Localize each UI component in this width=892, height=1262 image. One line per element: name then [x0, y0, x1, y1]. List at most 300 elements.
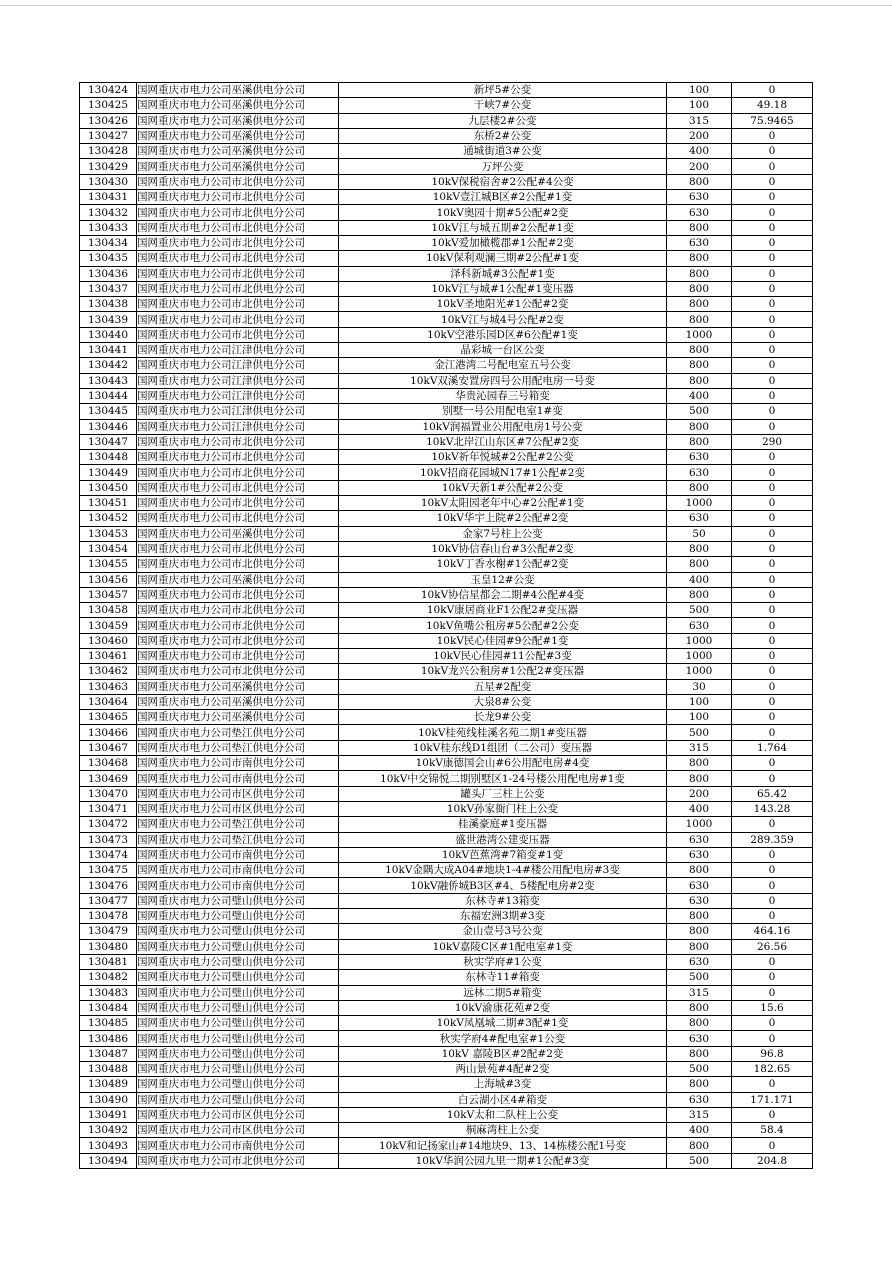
capacity-cell: 400	[667, 388, 732, 403]
row-id-cell: 130447	[80, 434, 137, 449]
station-name-cell: 10kV康居商业F1公配2#变压器	[339, 603, 667, 618]
value-cell: 0	[732, 144, 813, 159]
table-row	[80, 970, 813, 985]
capacity-cell: 800	[667, 419, 732, 434]
table-row	[80, 1016, 813, 1031]
table-row	[80, 1077, 813, 1092]
value-cell: 0	[732, 1031, 813, 1046]
station-name-cell: 10kV祈年悦城#2公配#2公变	[339, 450, 667, 465]
company-cell: 国网重庆市电力公司璧山供电分公司	[137, 985, 339, 1000]
company-cell: 国网重庆市电力公司市区供电分公司	[137, 1123, 339, 1138]
station-name-cell: 10kV孙家衙门柱上公变	[339, 801, 667, 816]
company-cell: 国网重庆市电力公司市北供电分公司	[137, 312, 339, 327]
row-id-cell: 130483	[80, 985, 137, 1000]
station-name-cell: 白云湖小区4#箱变	[339, 1092, 667, 1107]
station-name-cell: 10kV渝康花苑#2变	[339, 1000, 667, 1015]
company-cell: 国网重庆市电力公司巫溪供电分公司	[137, 83, 339, 98]
row-id-cell: 130476	[80, 878, 137, 893]
row-id-cell: 130466	[80, 725, 137, 740]
capacity-cell: 100	[667, 98, 732, 113]
company-cell: 国网重庆市电力公司市北供电分公司	[137, 465, 339, 480]
capacity-cell: 800	[667, 1000, 732, 1015]
row-id-cell: 130456	[80, 572, 137, 587]
capacity-cell: 800	[667, 220, 732, 235]
row-id-cell: 130444	[80, 388, 137, 403]
station-name-cell: 东林寺11#箱变	[339, 970, 667, 985]
table-row	[80, 1107, 813, 1122]
row-id-cell: 130438	[80, 297, 137, 312]
row-id-cell: 130472	[80, 817, 137, 832]
table-row	[80, 159, 813, 174]
value-cell: 0	[732, 220, 813, 235]
station-name-cell: 10kV协信春山台#3公配#2变	[339, 541, 667, 556]
row-id-cell: 130471	[80, 801, 137, 816]
table-row	[80, 373, 813, 388]
table-row	[80, 220, 813, 235]
table-row	[80, 954, 813, 969]
value-cell: 0	[732, 511, 813, 526]
capacity-cell: 400	[667, 801, 732, 816]
value-cell: 0	[732, 266, 813, 281]
station-name-cell: 10kV爱加橄榄郡#1公配#2变	[339, 235, 667, 250]
capacity-cell: 800	[667, 297, 732, 312]
company-cell: 国网重庆市电力公司巫溪供电分公司	[137, 572, 339, 587]
company-cell: 国网重庆市电力公司市北供电分公司	[137, 541, 339, 556]
table-row	[80, 98, 813, 113]
row-id-cell: 130430	[80, 174, 137, 189]
value-cell: 0	[732, 909, 813, 924]
row-id-cell: 130470	[80, 786, 137, 801]
station-name-cell: 10kV嘉陵C区#1配电室#1变	[339, 939, 667, 954]
table-row	[80, 388, 813, 403]
station-name-cell: 10kV江与城五期#2公配#1变	[339, 220, 667, 235]
capacity-cell: 630	[667, 235, 732, 250]
company-cell: 国网重庆市电力公司市北供电分公司	[137, 281, 339, 296]
value-cell: 26.56	[732, 939, 813, 954]
station-name-cell: 10kV凤凰城二期#3配#1变	[339, 1016, 667, 1031]
company-cell: 国网重庆市电力公司市北供电分公司	[137, 266, 339, 281]
station-name-cell: 别墅一号公用配电室1#变	[339, 404, 667, 419]
value-cell: 0	[732, 863, 813, 878]
row-id-cell: 130455	[80, 557, 137, 572]
station-name-cell: 东桥2#公变	[339, 128, 667, 143]
value-cell: 0	[732, 878, 813, 893]
company-cell: 国网重庆市电力公司璧山供电分公司	[137, 954, 339, 969]
table-row	[80, 450, 813, 465]
capacity-cell: 630	[667, 190, 732, 205]
company-cell: 国网重庆市电力公司市北供电分公司	[137, 205, 339, 220]
value-cell: 0	[732, 587, 813, 602]
company-cell: 国网重庆市电力公司巫溪供电分公司	[137, 679, 339, 694]
station-name-cell: 10kV太和二队柱上公变	[339, 1107, 667, 1122]
company-cell: 国网重庆市电力公司江津供电分公司	[137, 388, 339, 403]
company-cell: 国网重庆市电力公司市南供电分公司	[137, 756, 339, 771]
table-row	[80, 266, 813, 281]
capacity-cell: 630	[667, 450, 732, 465]
table-row	[80, 281, 813, 296]
company-cell: 国网重庆市电力公司巫溪供电分公司	[137, 159, 339, 174]
station-name-cell: 10kV 嘉陵B区#2配#2变	[339, 1046, 667, 1061]
station-name-cell: 干峡7#公变	[339, 98, 667, 113]
row-id-cell: 130448	[80, 450, 137, 465]
value-cell: 0	[732, 557, 813, 572]
capacity-cell: 1000	[667, 648, 732, 663]
row-id-cell: 130462	[80, 664, 137, 679]
capacity-cell: 630	[667, 832, 732, 847]
station-name-cell: 10kV鱼嘴公租房#5公配#2公变	[339, 618, 667, 633]
row-id-cell: 130477	[80, 893, 137, 908]
capacity-cell: 100	[667, 694, 732, 709]
table-row	[80, 832, 813, 847]
row-id-cell: 130433	[80, 220, 137, 235]
row-id-cell: 130474	[80, 847, 137, 862]
value-cell: 0	[732, 756, 813, 771]
company-cell: 国网重庆市电力公司市北供电分公司	[137, 618, 339, 633]
capacity-cell: 800	[667, 266, 732, 281]
value-cell: 0	[732, 648, 813, 663]
row-id-cell: 130442	[80, 358, 137, 373]
row-id-cell: 130473	[80, 832, 137, 847]
capacity-cell: 800	[667, 480, 732, 495]
station-name-cell: 10kV民心佳园#11公配#3变	[339, 648, 667, 663]
table-row	[80, 939, 813, 954]
value-cell: 58.4	[732, 1123, 813, 1138]
company-cell: 国网重庆市电力公司市北供电分公司	[137, 480, 339, 495]
station-name-cell: 金家7号柱上公变	[339, 526, 667, 541]
value-cell: 96.8	[732, 1046, 813, 1061]
company-cell: 国网重庆市电力公司市北供电分公司	[137, 1153, 339, 1168]
company-cell: 国网重庆市电力公司市北供电分公司	[137, 648, 339, 663]
table-row	[80, 343, 813, 358]
table-row	[80, 710, 813, 725]
table-row	[80, 312, 813, 327]
capacity-cell: 800	[667, 358, 732, 373]
value-cell: 0	[732, 710, 813, 725]
row-id-cell: 130469	[80, 771, 137, 786]
row-id-cell: 130488	[80, 1062, 137, 1077]
table-row	[80, 771, 813, 786]
company-cell: 国网重庆市电力公司璧山供电分公司	[137, 1092, 339, 1107]
table-row	[80, 526, 813, 541]
capacity-cell: 200	[667, 159, 732, 174]
row-id-cell: 130478	[80, 909, 137, 924]
table-row	[80, 511, 813, 526]
row-id-cell: 130437	[80, 281, 137, 296]
station-name-cell: 10kV芭蕉湾#7箱变#1变	[339, 847, 667, 862]
station-name-cell: 10kV金隅大成A04#地块1-4#楼公用配电房#3变	[339, 863, 667, 878]
row-id-cell: 130454	[80, 541, 137, 556]
value-cell: 0	[732, 1077, 813, 1092]
station-name-cell: 10kV融侨城B3区#4、5楼配电房#2变	[339, 878, 667, 893]
row-id-cell: 130464	[80, 694, 137, 709]
value-cell: 0	[732, 817, 813, 832]
value-cell: 0	[732, 679, 813, 694]
table-row	[80, 144, 813, 159]
row-id-cell: 130446	[80, 419, 137, 434]
company-cell: 国网重庆市电力公司江津供电分公司	[137, 404, 339, 419]
row-id-cell: 130450	[80, 480, 137, 495]
row-id-cell: 130429	[80, 159, 137, 174]
station-name-cell: 10kV和记扬家山#14地块9、13、14栋楼公配1号变	[339, 1138, 667, 1153]
station-name-cell: 10kV双溪安置房四号公用配电房一号变	[339, 373, 667, 388]
capacity-cell: 800	[667, 373, 732, 388]
company-cell: 国网重庆市电力公司市北供电分公司	[137, 327, 339, 342]
row-id-cell: 130458	[80, 603, 137, 618]
value-cell: 0	[732, 312, 813, 327]
table-row	[80, 205, 813, 220]
station-name-cell: 10kV中交锦悦二期别墅区1-24号楼公用配电房#1变	[339, 771, 667, 786]
value-cell: 1.764	[732, 740, 813, 755]
page-top-rule	[0, 5, 892, 6]
value-cell: 0	[732, 327, 813, 342]
value-cell: 0	[732, 847, 813, 862]
capacity-cell: 800	[667, 863, 732, 878]
capacity-cell: 800	[667, 281, 732, 296]
value-cell: 182.65	[732, 1062, 813, 1077]
value-cell: 75.9465	[732, 113, 813, 128]
company-cell: 国网重庆市电力公司璧山供电分公司	[137, 970, 339, 985]
station-name-cell: 大泉8#公变	[339, 694, 667, 709]
station-name-cell: 通城街道3#公变	[339, 144, 667, 159]
table-row	[80, 128, 813, 143]
row-id-cell: 130475	[80, 863, 137, 878]
company-cell: 国网重庆市电力公司璧山供电分公司	[137, 939, 339, 954]
value-cell: 464.16	[732, 924, 813, 939]
table-row	[80, 572, 813, 587]
company-cell: 国网重庆市电力公司市北供电分公司	[137, 557, 339, 572]
row-id-cell: 130443	[80, 373, 137, 388]
company-cell: 国网重庆市电力公司市北供电分公司	[137, 174, 339, 189]
station-name-cell: 金山壹号3号公变	[339, 924, 667, 939]
table-row	[80, 801, 813, 816]
row-id-cell: 130434	[80, 235, 137, 250]
company-cell: 国网重庆市电力公司璧山供电分公司	[137, 1000, 339, 1015]
table-row	[80, 633, 813, 648]
company-cell: 国网重庆市电力公司垫江供电分公司	[137, 725, 339, 740]
row-id-cell: 130440	[80, 327, 137, 342]
row-id-cell: 130439	[80, 312, 137, 327]
capacity-cell: 30	[667, 679, 732, 694]
table-row	[80, 725, 813, 740]
value-cell: 65.42	[732, 786, 813, 801]
value-cell: 0	[732, 572, 813, 587]
table-row	[80, 557, 813, 572]
capacity-cell: 630	[667, 1031, 732, 1046]
station-name-cell: 泽科新城#3公配#1变	[339, 266, 667, 281]
value-cell: 0	[732, 373, 813, 388]
company-cell: 国网重庆市电力公司江津供电分公司	[137, 373, 339, 388]
row-id-cell: 130493	[80, 1138, 137, 1153]
company-cell: 国网重庆市电力公司江津供电分公司	[137, 358, 339, 373]
value-cell: 0	[732, 1016, 813, 1031]
company-cell: 国网重庆市电力公司璧山供电分公司	[137, 893, 339, 908]
capacity-cell: 200	[667, 128, 732, 143]
station-name-cell: 罐头厂三柱上公变	[339, 786, 667, 801]
row-id-cell: 130445	[80, 404, 137, 419]
row-id-cell: 130491	[80, 1107, 137, 1122]
table-row	[80, 297, 813, 312]
value-cell: 0	[732, 297, 813, 312]
table-row	[80, 174, 813, 189]
table-row	[80, 327, 813, 342]
capacity-cell: 800	[667, 771, 732, 786]
value-cell: 289.359	[732, 832, 813, 847]
value-cell: 0	[732, 1107, 813, 1122]
station-name-cell: 10kV江与城4号公配#2变	[339, 312, 667, 327]
value-cell: 0	[732, 954, 813, 969]
capacity-cell: 400	[667, 1123, 732, 1138]
value-cell: 0	[732, 496, 813, 511]
table-row	[80, 847, 813, 862]
table-row	[80, 924, 813, 939]
station-name-cell: 10kV太阳园老年中心#2公配#1变	[339, 496, 667, 511]
capacity-cell: 500	[667, 970, 732, 985]
company-cell: 国网重庆市电力公司市北供电分公司	[137, 587, 339, 602]
capacity-cell: 100	[667, 83, 732, 98]
row-id-cell: 130453	[80, 526, 137, 541]
station-name-cell: 两山景苑#4配#2变	[339, 1062, 667, 1077]
row-id-cell: 130482	[80, 970, 137, 985]
table-row	[80, 694, 813, 709]
capacity-cell: 630	[667, 1092, 732, 1107]
value-cell: 0	[732, 251, 813, 266]
capacity-cell: 800	[667, 939, 732, 954]
value-cell: 0	[732, 541, 813, 556]
table-row	[80, 190, 813, 205]
row-id-cell: 130487	[80, 1046, 137, 1061]
value-cell: 0	[732, 404, 813, 419]
company-cell: 国网重庆市电力公司垫江供电分公司	[137, 817, 339, 832]
table-row	[80, 83, 813, 98]
row-id-cell: 130485	[80, 1016, 137, 1031]
station-name-cell: 东福宏洲3期#3变	[339, 909, 667, 924]
company-cell: 国网重庆市电力公司市南供电分公司	[137, 863, 339, 878]
station-name-cell: 10kV民心佳园#9公配#1变	[339, 633, 667, 648]
capacity-cell: 800	[667, 251, 732, 266]
capacity-cell: 500	[667, 725, 732, 740]
table-row	[80, 251, 813, 266]
table-row	[80, 235, 813, 250]
station-name-cell: 10kV丁香水榭#1公配#2变	[339, 557, 667, 572]
station-name-cell: 东林寺#13箱变	[339, 893, 667, 908]
capacity-cell: 800	[667, 557, 732, 572]
company-cell: 国网重庆市电力公司垫江供电分公司	[137, 740, 339, 755]
row-id-cell: 130428	[80, 144, 137, 159]
value-cell: 0	[732, 664, 813, 679]
capacity-cell: 500	[667, 1153, 732, 1168]
station-name-cell: 10kV协信星都会二期#4公配#4变	[339, 587, 667, 602]
company-cell: 国网重庆市电力公司巫溪供电分公司	[137, 128, 339, 143]
company-cell: 国网重庆市电力公司巫溪供电分公司	[137, 526, 339, 541]
capacity-cell: 800	[667, 1016, 732, 1031]
capacity-cell: 800	[667, 343, 732, 358]
value-cell: 0	[732, 480, 813, 495]
capacity-cell: 315	[667, 113, 732, 128]
station-name-cell: 10kV康德国会山#6公用配电房#4变	[339, 756, 667, 771]
capacity-cell: 630	[667, 465, 732, 480]
capacity-cell: 800	[667, 1138, 732, 1153]
company-cell: 国网重庆市电力公司市北供电分公司	[137, 434, 339, 449]
capacity-cell: 800	[667, 587, 732, 602]
station-name-cell: 新坪5#公变	[339, 83, 667, 98]
company-cell: 国网重庆市电力公司市北供电分公司	[137, 664, 339, 679]
row-id-cell: 130431	[80, 190, 137, 205]
station-name-cell: 长龙9#公变	[339, 710, 667, 725]
station-name-cell: 10kV桂苑线桂溪名苑二期1#变压器	[339, 725, 667, 740]
company-cell: 国网重庆市电力公司巫溪供电分公司	[137, 694, 339, 709]
table-row	[80, 419, 813, 434]
row-id-cell: 130468	[80, 756, 137, 771]
station-name-cell: 上海城#3变	[339, 1077, 667, 1092]
station-name-cell: 盛世港湾公建变压器	[339, 832, 667, 847]
company-cell: 国网重庆市电力公司巫溪供电分公司	[137, 98, 339, 113]
value-cell: 0	[732, 205, 813, 220]
table-row	[80, 863, 813, 878]
table-row	[80, 480, 813, 495]
table-row	[80, 817, 813, 832]
value-cell: 0	[732, 771, 813, 786]
capacity-cell: 500	[667, 404, 732, 419]
value-cell: 0	[732, 343, 813, 358]
station-name-cell: 10kV空港乐园D区#6公配#1变	[339, 327, 667, 342]
station-name-cell: 10kV润福置业公用配电房1号公变	[339, 419, 667, 434]
capacity-cell: 315	[667, 1107, 732, 1122]
company-cell: 国网重庆市电力公司市北供电分公司	[137, 511, 339, 526]
company-cell: 国网重庆市电力公司市北供电分公司	[137, 450, 339, 465]
capacity-cell: 630	[667, 954, 732, 969]
company-cell: 国网重庆市电力公司市北供电分公司	[137, 235, 339, 250]
company-cell: 国网重庆市电力公司市区供电分公司	[137, 801, 339, 816]
company-cell: 国网重庆市电力公司巫溪供电分公司	[137, 113, 339, 128]
station-name-cell: 10kV北岸江山东区#7公配#2变	[339, 434, 667, 449]
transformer-data-table	[79, 82, 813, 1169]
station-name-cell: 秋实学府4#配电室#1公变	[339, 1031, 667, 1046]
company-cell: 国网重庆市电力公司巫溪供电分公司	[137, 710, 339, 725]
table-row	[80, 465, 813, 480]
company-cell: 国网重庆市电力公司江津供电分公司	[137, 343, 339, 358]
company-cell: 国网重庆市电力公司璧山供电分公司	[137, 909, 339, 924]
row-id-cell: 130451	[80, 496, 137, 511]
station-name-cell: 10kV保税宿舍#2公配#4公变	[339, 174, 667, 189]
company-cell: 国网重庆市电力公司市北供电分公司	[137, 190, 339, 205]
company-cell: 国网重庆市电力公司江津供电分公司	[137, 419, 339, 434]
value-cell: 15.6	[732, 1000, 813, 1015]
value-cell: 0	[732, 281, 813, 296]
row-id-cell: 130486	[80, 1031, 137, 1046]
row-id-cell: 130480	[80, 939, 137, 954]
row-id-cell: 130461	[80, 648, 137, 663]
table-row	[80, 1062, 813, 1077]
table-row	[80, 1031, 813, 1046]
value-cell: 0	[732, 893, 813, 908]
station-name-cell: 10kV华宇上院#2公配#2变	[339, 511, 667, 526]
company-cell: 国网重庆市电力公司巫溪供电分公司	[137, 144, 339, 159]
value-cell: 0	[732, 450, 813, 465]
row-id-cell: 130489	[80, 1077, 137, 1092]
station-name-cell: 10kV圣地阳光#1公配#2变	[339, 297, 667, 312]
row-id-cell: 130481	[80, 954, 137, 969]
value-cell: 0	[732, 970, 813, 985]
table-row	[80, 1123, 813, 1138]
capacity-cell: 800	[667, 1046, 732, 1061]
table-row	[80, 648, 813, 663]
table-row	[80, 1138, 813, 1153]
station-name-cell: 10kV江与城#1公配#1变压器	[339, 281, 667, 296]
row-id-cell: 130425	[80, 98, 137, 113]
value-cell: 0	[732, 190, 813, 205]
row-id-cell: 130426	[80, 113, 137, 128]
station-name-cell: 10kV龙兴公租房#1公配2#变压器	[339, 664, 667, 679]
